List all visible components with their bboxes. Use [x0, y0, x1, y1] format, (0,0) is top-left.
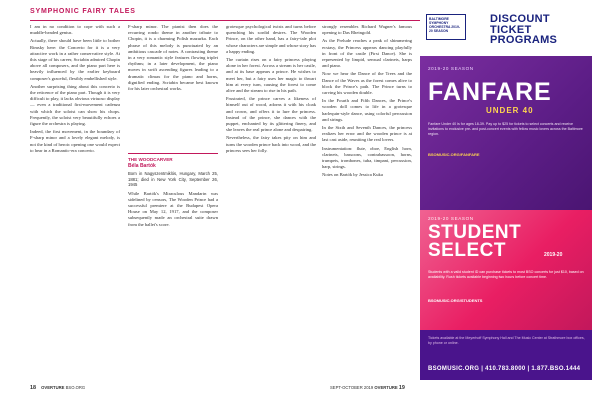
- paragraph: I am in no condition to cope with such a muddle-headed genius.: [30, 24, 120, 36]
- article-column-2: [128, 24, 218, 230]
- section-title: SYMPHONIC FAIRY TALES: [30, 8, 136, 15]
- paragraph: The curtain rises on a fairy princess playing alone in her forest. Across a stream is her castle, and at its base appears a prince. He wishes to meet her, but a fairy uses her magic to thwart him at every turn, causing the forest to come alive and the stream to rise in his path.: [226, 57, 316, 94]
- article-column-1: [30, 24, 120, 156]
- season-label: 2019-20 SEASON: [428, 66, 474, 71]
- composer-name: Béla Bartók: [128, 163, 156, 170]
- header-rule: [30, 20, 470, 21]
- ad-footer: [420, 330, 592, 380]
- composer-dates: Born in Nagyszentmiklós, Hungary, March 25, 1881; died in New York City, September 26, 1945: [128, 171, 218, 188]
- magazine-name: OVERTURE: [374, 385, 398, 390]
- paragraph: As the Prelude reaches a peak of shimmering ecstasy, the Princess appears dancing playfully in front of the castle (First Dance). She is represented by limpid, sensual clarinets, harps and piano.: [322, 38, 412, 69]
- fanfare-link[interactable]: BSOMUSIC.ORG/FANFARE: [428, 152, 480, 157]
- student-description: Students with a valid student ID can purchase tickets to most BSO concerts for just $10, based on availability. Rush tickets available beginning two hours before concert time.: [428, 270, 584, 279]
- author-credit: Notes on Bartók by Jessica Kuka: [322, 172, 383, 178]
- fanfare-description: Fanfare Under 40 is for ages 18-39. Pay up to $25 for tickets to select concerts and receive invitations to exclusive pre- and post-concert events with fellow music lovers across the Baltimore region.: [428, 122, 583, 136]
- ad-footer-text: Tickets available at the Meyerhoff Symphony Hall and The Music Center at Strathmore box offices, by phone or online.: [428, 336, 585, 345]
- article-column-4: [322, 24, 412, 181]
- work-info-box: [128, 153, 218, 188]
- column-2-top: [128, 24, 218, 149]
- fanfare-title: FANFARE: [428, 78, 552, 106]
- work-heading: THE WOODCARVER: [128, 157, 173, 162]
- paragraph: grotesque psychological twists and turns before quenching his sordid desires. The Wooden Prince, on the other hand, has a fairy-tale plot whose characters are simple and whose story has a happy ending.: [226, 24, 316, 54]
- paragraph: strongly resembles Richard Wagner's famous opening to Das Rheingold.: [322, 24, 412, 36]
- paragraph: Nevertheless, the fairy takes pity on him and turns the wooden prince back into wood, and the princess sees her folly.: [226, 135, 316, 153]
- issue-date: SEPT-OCTOBER 2019: [330, 385, 374, 390]
- under-40-tag: UNDER 40: [486, 106, 534, 115]
- footer-right: [330, 385, 409, 391]
- page-number: 19: [398, 385, 405, 391]
- paragraph: Another surprising thing about this concerto is the reticence of the piano part. Though it is very difficult to play, it lacks obvious virtuoso display — even a traditional first-movement cadenza with which the soloist can show his chops. Frequently, the soloist very beautifully echoes a figure the orchestra is playing.: [30, 83, 120, 127]
- student-select-panel: [420, 210, 592, 330]
- magazine-name: OVERTURE: [41, 385, 65, 390]
- student-link[interactable]: BSOMUSIC.ORG/STUDENTS: [428, 298, 483, 303]
- bso-logo: BALTIMORE SYMPHONY ORCHESTRA 2019-20 SEASON: [426, 14, 466, 40]
- page-number: 18: [30, 385, 36, 391]
- promo-title: DISCOUNT TICKET PROGRAMS: [490, 13, 558, 46]
- article-column-3: [226, 24, 316, 156]
- paragraph: Actually, there should have been little to bother Rimsky here: the Concerto for it is a very attractive work in a rather conservative style. At this stage of his career, Scriabin admired Chopin above all composers, and the piano part here is heavily influenced by the earlier keyboard composer's graceful, flexibly embellished style.: [30, 38, 120, 81]
- paragraph: Indeed, the first movement, in the boundary of F-sharp minor and a lovely elegant melody, is not the kind of heroic opening one would expect to hear in a Romantic-era concerto.: [30, 129, 120, 153]
- website: BSO.ORG: [65, 385, 86, 390]
- discount-ticket-ad: [420, 8, 592, 380]
- season-label: 2019-20 SEASON: [428, 216, 474, 221]
- ad-header: [420, 8, 592, 56]
- paragraph: In the Sixth and Seventh Dances, the princess realizes her error and the wooden prince is at last cast aside, reuniting the real lovers.: [322, 125, 412, 143]
- paragraph: While Bartók's Miraculous Mandarin was sidelined by censors, The Wooden Prince had a successful premiere at the Budapest Opera House on May 12, 1917, and the composer subsequently made an orchestral suite drawn from the ballet's score.: [128, 190, 218, 227]
- student-select-title: STUDENT SELECT: [428, 222, 522, 261]
- contact-info[interactable]: BSOMUSIC.ORG | 410.783.8000 | 1.877.BSO.1444: [428, 366, 581, 372]
- fanfare-panel: [420, 56, 592, 210]
- paragraph: In the Fourth and Fifth Dances, the Prince's wooden doll comes to life in a grotesque harlequin-style dance, using colorful percussion and strings.: [322, 98, 412, 122]
- footer-left: [30, 385, 85, 391]
- paragraph: Frustrated, the prince carves a likeness of himself out of wood, adorns it with his cloak and crown, and offers it to lure the princess. Instead of the prince, she dances with the puppet, enchanted by its glittering finery, and she leaves the real prince alone and despairing.: [226, 96, 316, 133]
- instrumentation-note: Instrumentation: flute, oboe, English horn, clarinets, bassoons, contrabassoon, horns, trumpets, trombones, tuba, timpani, percussion, harp, strings.: [322, 145, 412, 170]
- paragraph: Now we hear the Dance of the Trees and the Dance of the Waves as the forest comes alive to block the Prince's path. The Prince turns to carving his wooden double.: [322, 71, 412, 96]
- season-years: 2019-20: [544, 252, 563, 258]
- paragraph: F-sharp minor. The pianist then does the recurring rondo theme in another tribute to Chopin, it is a charming Polish mazurka. Each phrase of this melody is punctuated by an ambitious cascade of notes. A contrasting theme in a very romantic style features flowing triplet rhythms; in a later development, the piano moves in swift ascending figures leading to a dramatic climax for the piano and horns, dignified ending. Scriabin became best known for his later orchestral works.: [128, 24, 218, 92]
